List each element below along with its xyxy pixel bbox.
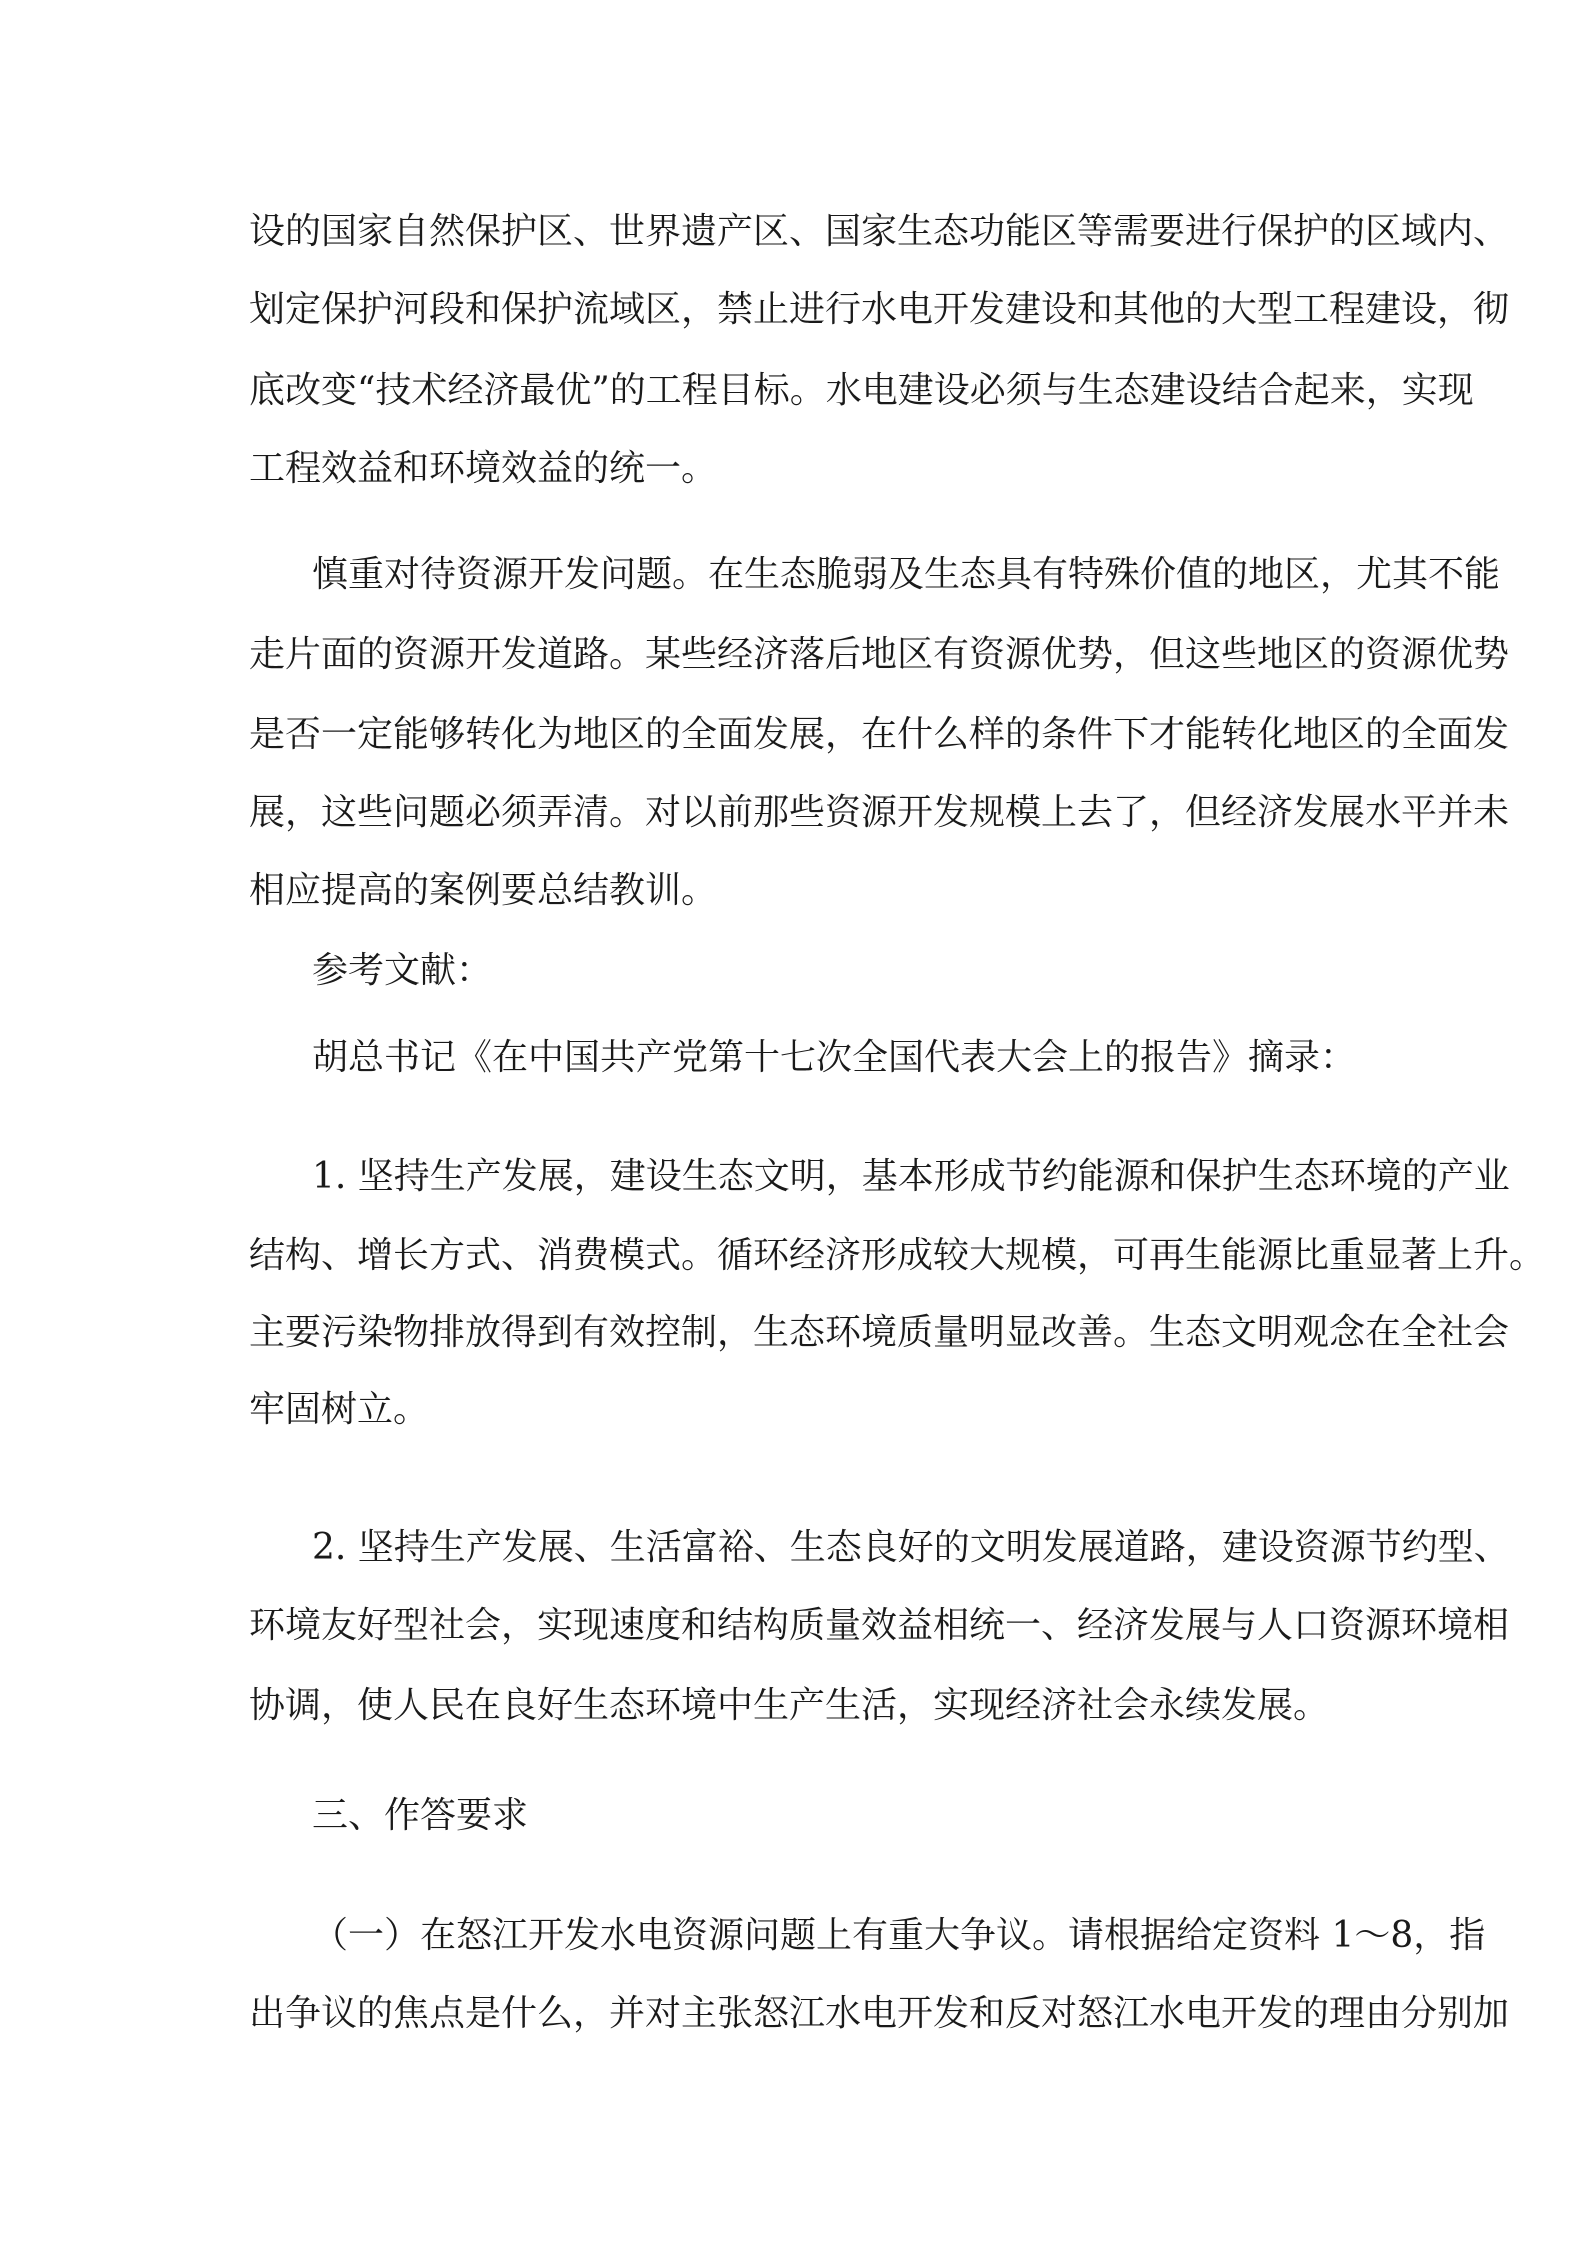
text-line: 协调，使人民在良好生态环境中生产生活，实现经济社会永续发展。 <box>249 1685 1330 1726</box>
section-heading: 三、作答要求 <box>312 1795 529 1836</box>
text-line: 底改变“技术经济最优”的工程目标。水电建设必须与生态建设结合起来，实现 <box>249 370 1474 411</box>
text-line: 出争议的焦点是什么，并对主张怒江水电开发和反对怒江水电开发的理由分别加 <box>249 1993 1510 2034</box>
text-line: 划定保护河段和保护流域区，禁止进行水电开发建设和其他的大型工程建设，彻 <box>249 289 1510 330</box>
text-line: 1. 坚持生产发展，建设生态文明，基本形成节约能源和保护生态环境的产业 <box>312 1156 1510 1197</box>
text-line: 走片面的资源开发道路。某些经济落后地区有资源优势，但这些地区的资源优势 <box>249 634 1510 675</box>
references-heading: 参考文献： <box>312 950 493 991</box>
text-line: 牢固树立。 <box>249 1389 430 1430</box>
text-line: 结构、增长方式、消费模式。循环经济形成较大规模，可再生能源比重显著上升。 <box>249 1235 1546 1276</box>
text-line: 设的国家自然保护区、世界遗产区、国家生态功能区等需要进行保护的区域内、 <box>249 211 1510 252</box>
text-line: （一）在怒江开发水电资源问题上有重大争议。请根据给定资料 1～8，指 <box>312 1915 1486 1956</box>
text-line: 是否一定能够转化为地区的全面发展，在什么样的条件下才能转化地区的全面发 <box>249 714 1510 755</box>
text-line: 主要污染物排放得到有效控制，生态环境质量明显改善。生态文明观念在全社会 <box>249 1312 1510 1353</box>
text-line: 2. 坚持生产发展、生活富裕、生态良好的文明发展道路，建设资源节约型、 <box>312 1527 1510 1568</box>
text-line: 展，这些问题必须弄清。对以前那些资源开发规模上去了，但经济发展水平并未 <box>249 792 1510 833</box>
text-line: 环境友好型社会，实现速度和结构质量效益相统一、经济发展与人口资源环境相 <box>249 1605 1510 1646</box>
text-line: 慎重对待资源开发问题。在生态脆弱及生态具有特殊价值的地区，尤其不能 <box>312 554 1501 595</box>
text-line: 工程效益和环境效益的统一。 <box>249 448 718 489</box>
reference-title: 胡总书记《在中国共产党第十七次全国代表大会上的报告》摘录： <box>312 1037 1357 1078</box>
text-line: 相应提高的案例要总结教训。 <box>249 870 718 911</box>
